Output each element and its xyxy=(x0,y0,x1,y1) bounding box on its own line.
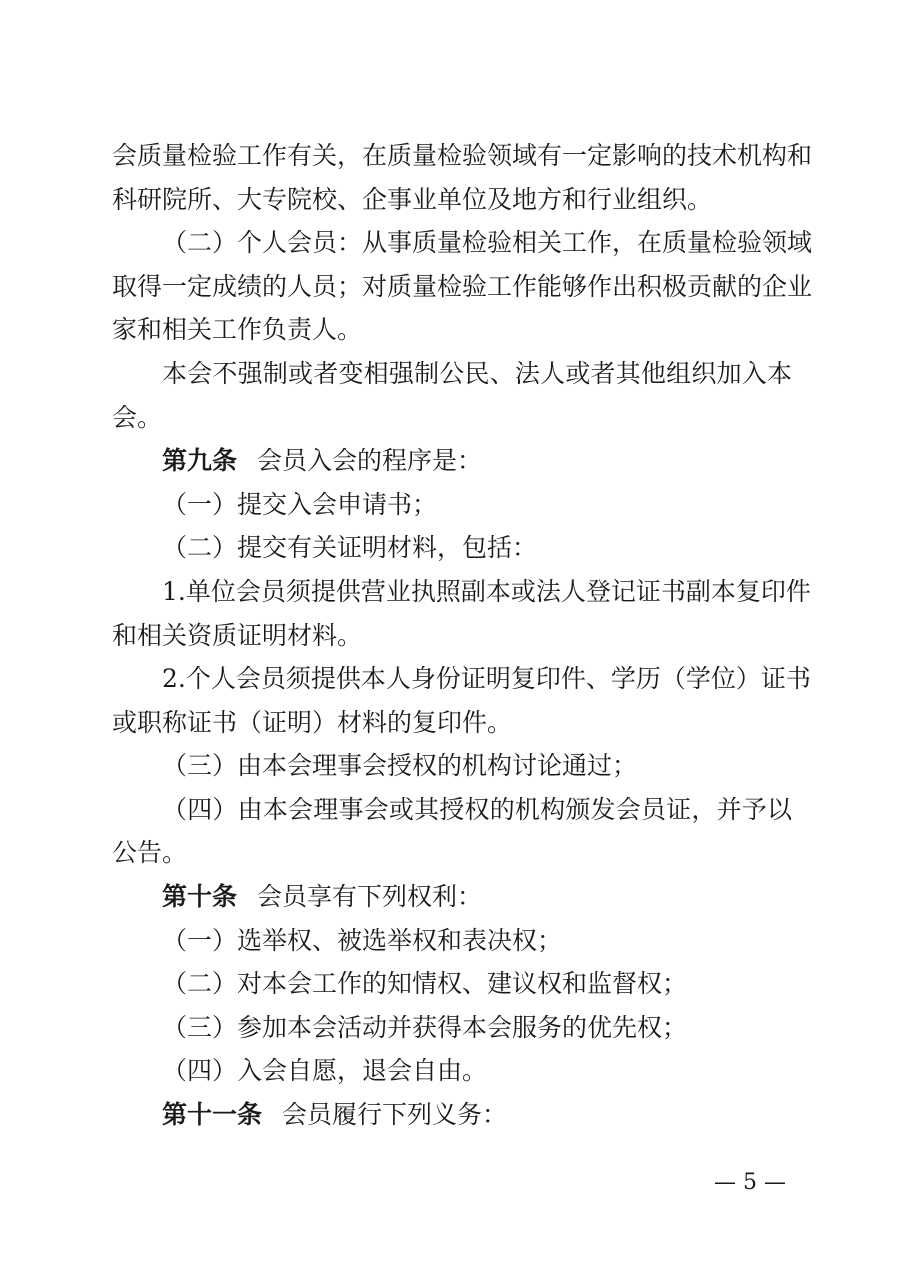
article-line xyxy=(162,882,792,912)
body-text-line: 会质量检验工作有关，在质量检验领域有一定影响的技术机构和 xyxy=(112,141,813,170)
body-text-line: 或职称证书（证明）材料的复印件。 xyxy=(112,708,513,737)
body-text-line: 本会不强制或者变相强制公民、法人或者其他组织加入本 xyxy=(162,359,792,388)
body-text-line: （一）提交入会申请书； xyxy=(162,490,438,519)
body-text-line: 2.个人会员须提供本人身份证明复印件、学历（学位）证书 xyxy=(162,664,811,693)
body-text-line: （三）参加本会活动并获得本会服务的优先权； xyxy=(162,1013,688,1042)
body-text-line: 会。 xyxy=(112,403,163,432)
body-text-line: （二）提交有关证明材料，包括： xyxy=(162,533,538,562)
article-heading: 第十条 xyxy=(162,882,238,911)
article-heading: 第十一条 xyxy=(162,1100,263,1129)
page-number: — 5 — xyxy=(714,1170,786,1195)
body-text-line: （二）个人会员：从事质量检验相关工作，在质量检验领域 xyxy=(162,228,813,257)
article-heading: 第九条 xyxy=(162,446,238,475)
article-line xyxy=(162,446,792,476)
body-text-line: 家和相关工作负责人。 xyxy=(112,315,363,344)
article-line xyxy=(162,1100,792,1130)
body-text-line: （一）选举权、被选举权和表决权； xyxy=(162,926,563,955)
body-text-line: 取得一定成绩的人员；对质量检验工作能够作出积极贡献的企业 xyxy=(112,272,813,301)
body-text-line: （四）入会自愿，退会自由。 xyxy=(162,1056,488,1085)
body-text-line: 科研院所、大专院校、企事业单位及地方和行业组织。 xyxy=(112,185,713,214)
body-text-line: （四）由本会理事会或其授权的机构颁发会员证，并予以 xyxy=(162,795,792,824)
body-text-line: （二）对本会工作的知情权、建议权和监督权； xyxy=(162,969,688,998)
body-text-line: （三）由本会理事会授权的机构讨论通过； xyxy=(162,751,638,780)
article-text: 会员履行下列义务： xyxy=(281,1100,507,1129)
body-text-line: 公告。 xyxy=(112,838,188,867)
article-text: 会员享有下列权利： xyxy=(256,882,482,911)
article-text: 会员入会的程序是： xyxy=(256,446,482,475)
body-text-line: 和相关资质证明材料。 xyxy=(112,621,363,650)
body-text-line: 1.单位会员须提供营业执照副本或法人登记证书副本复印件 xyxy=(162,577,811,606)
